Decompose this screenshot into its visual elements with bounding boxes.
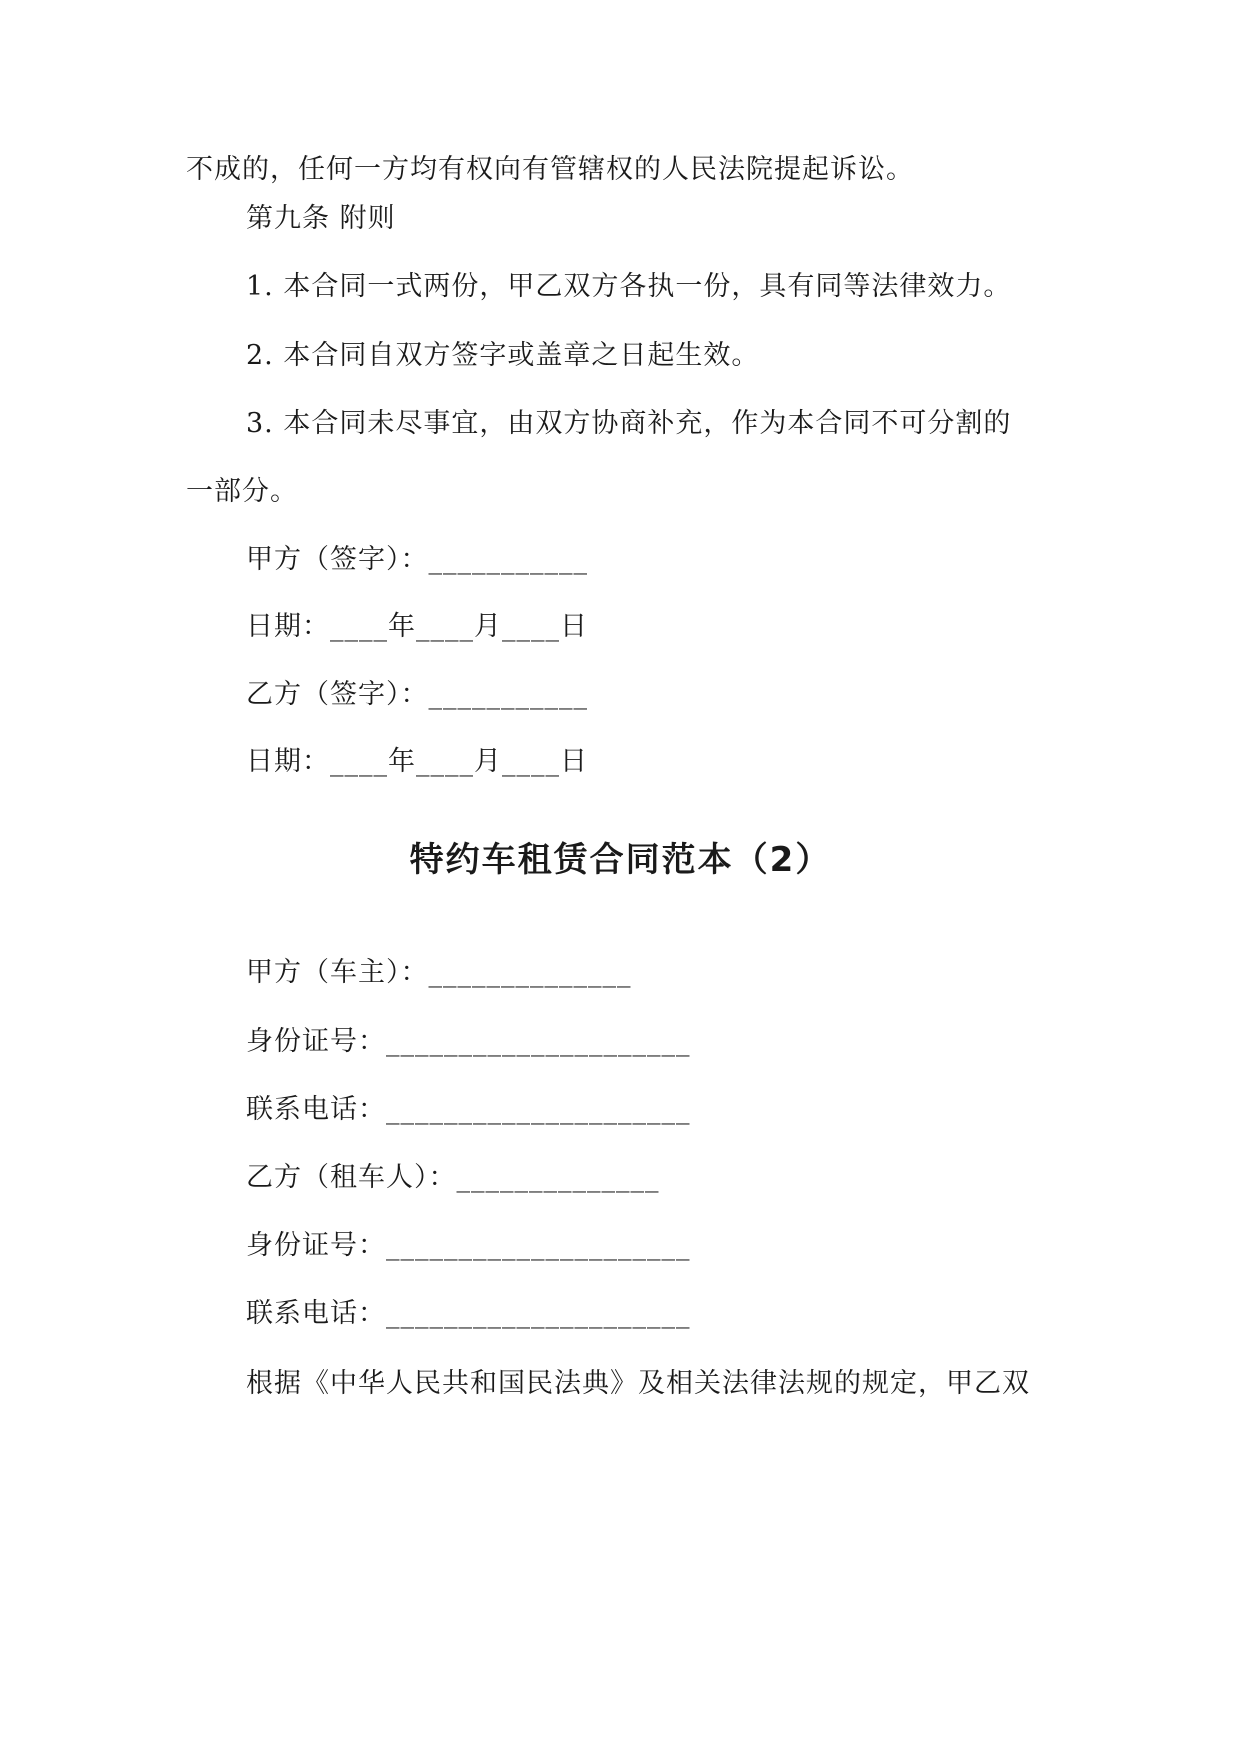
list-item: 1. 本合同一式两份，甲乙双方各执一份，具有同等法律效力。: [246, 271, 1012, 302]
date-line: 日期：____年____月____日: [246, 746, 588, 777]
list-item: 2. 本合同自双方签字或盖章之日起生效。: [246, 340, 760, 371]
date-line: 日期：____年____月____日: [246, 611, 588, 642]
signature-line-party-a: 甲方（签字）：___________: [246, 544, 588, 575]
field-party-b: 乙方（租车人）：______________: [246, 1162, 660, 1193]
field-party-a: 甲方（车主）：______________: [246, 957, 632, 988]
field-id-number: 身份证号：_____________________: [246, 1230, 691, 1261]
paragraph-line: 一部分。: [186, 476, 298, 507]
article-heading: 第九条 附则: [246, 203, 396, 234]
field-phone: 联系电话：_____________________: [246, 1094, 691, 1125]
list-item: 3. 本合同未尽事宜，由双方协商补充，作为本合同不可分割的: [246, 408, 1012, 439]
document-title: 特约车租赁合同范本（2）: [409, 840, 832, 880]
paragraph-line: 根据《中华人民共和国民法典》及相关法律法规的规定，甲乙双: [246, 1368, 1030, 1399]
signature-line-party-b: 乙方（签字）：___________: [246, 679, 588, 710]
paragraph-line: 不成的，任何一方均有权向有管辖权的人民法院提起诉讼。: [186, 154, 914, 185]
field-phone: 联系电话：_____________________: [246, 1298, 691, 1329]
field-id-number: 身份证号：_____________________: [246, 1026, 691, 1057]
